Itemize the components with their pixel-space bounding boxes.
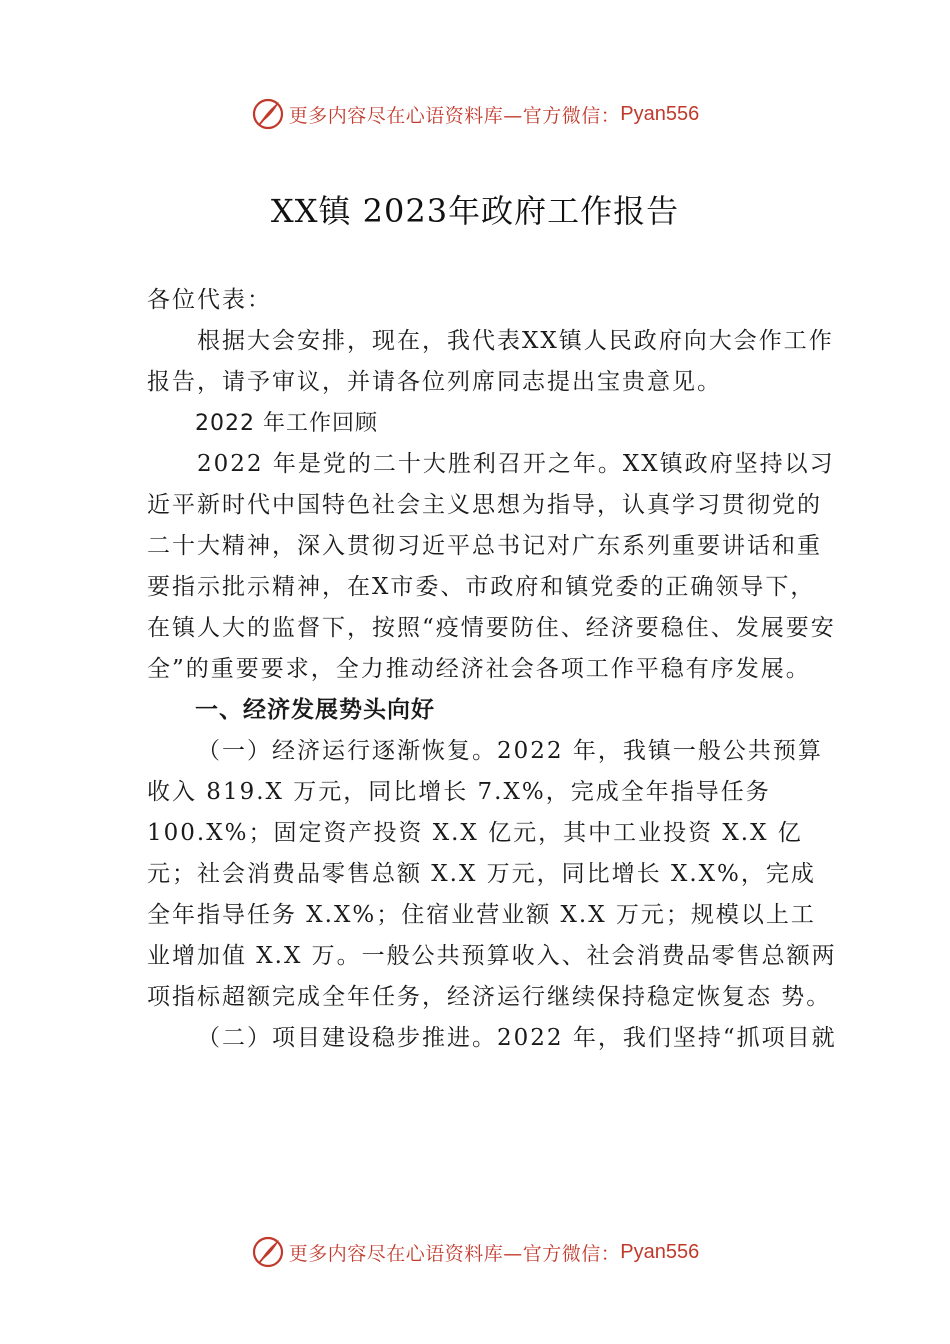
intro-paragraph: 根据大会安排，现在，我代表XX镇人民政府向大会作工作报告，请予审议，并请各位列席同志提出宝贵意见。 [147, 328, 834, 395]
item-1-text: 2022 年，我镇一般公共预算收入 819.X 万元，同比增长 7.X%，完成全年指导任务 100.X%；固定资产投资 X.X 亿元，其中工业投资 X.X 亿元；社会消费品零售总额 X.X 万元，同比增长 X.X%，完成全年指导任务 X.X%；住宿业营业额 X.X 万元；规模以上工业增加值 X.X 万。一般公共预算收入、社会消费品零售总额两项指标超额完成全年任务，经济运行继续保持稳定恢复态 势。 [147, 738, 837, 1010]
review-paragraph: 2022 年是党的二十大胜利召开之年。XX镇政府坚持以习近平新时代中国特色社会主义思想为指导，认真学习贯彻党的二十大精神，深入贯彻习近平总书记对广东系列重要讲话和重要指示批示精神，在X市委、市政府和镇党委的正确领导下，在镇人大的监督下，按照“疫情要防住、经济要稳住、发展要安全”的重要要求，全力推动经济社会各项工作平稳有序发展。 [147, 451, 836, 682]
review-heading: 2022 年工作回顾 [195, 411, 378, 436]
document-body [147, 280, 837, 1059]
watermark-wechat-id: Pyan556 [620, 102, 700, 125]
item-2-paragraph [147, 1018, 837, 1059]
item-2-label: （二）项目建设稳步推进。 [197, 1025, 497, 1051]
quill-logo-icon [251, 97, 285, 131]
salutation: 各位代表： [147, 287, 272, 313]
document-title: XX镇 2023年政府工作报告 [270, 192, 680, 230]
watermark-bottom [0, 1232, 950, 1272]
item-1-paragraph [147, 731, 837, 1018]
item-1-label: （一）经济运行逐渐恢复。 [197, 738, 497, 764]
watermark-top [0, 94, 950, 134]
watermark-text: 更多内容尽在心语资料库—官方微信： [288, 1242, 621, 1265]
watermark-text: 更多内容尽在心语资料库—官方微信： [288, 104, 621, 127]
item-2-text: 2022 年，我们坚持“抓项目就 [497, 1025, 837, 1051]
section-1-heading: 一、经济发展势头向好 [195, 697, 435, 723]
quill-logo-icon [251, 1235, 285, 1269]
watermark-wechat-id: Pyan556 [620, 1240, 700, 1263]
